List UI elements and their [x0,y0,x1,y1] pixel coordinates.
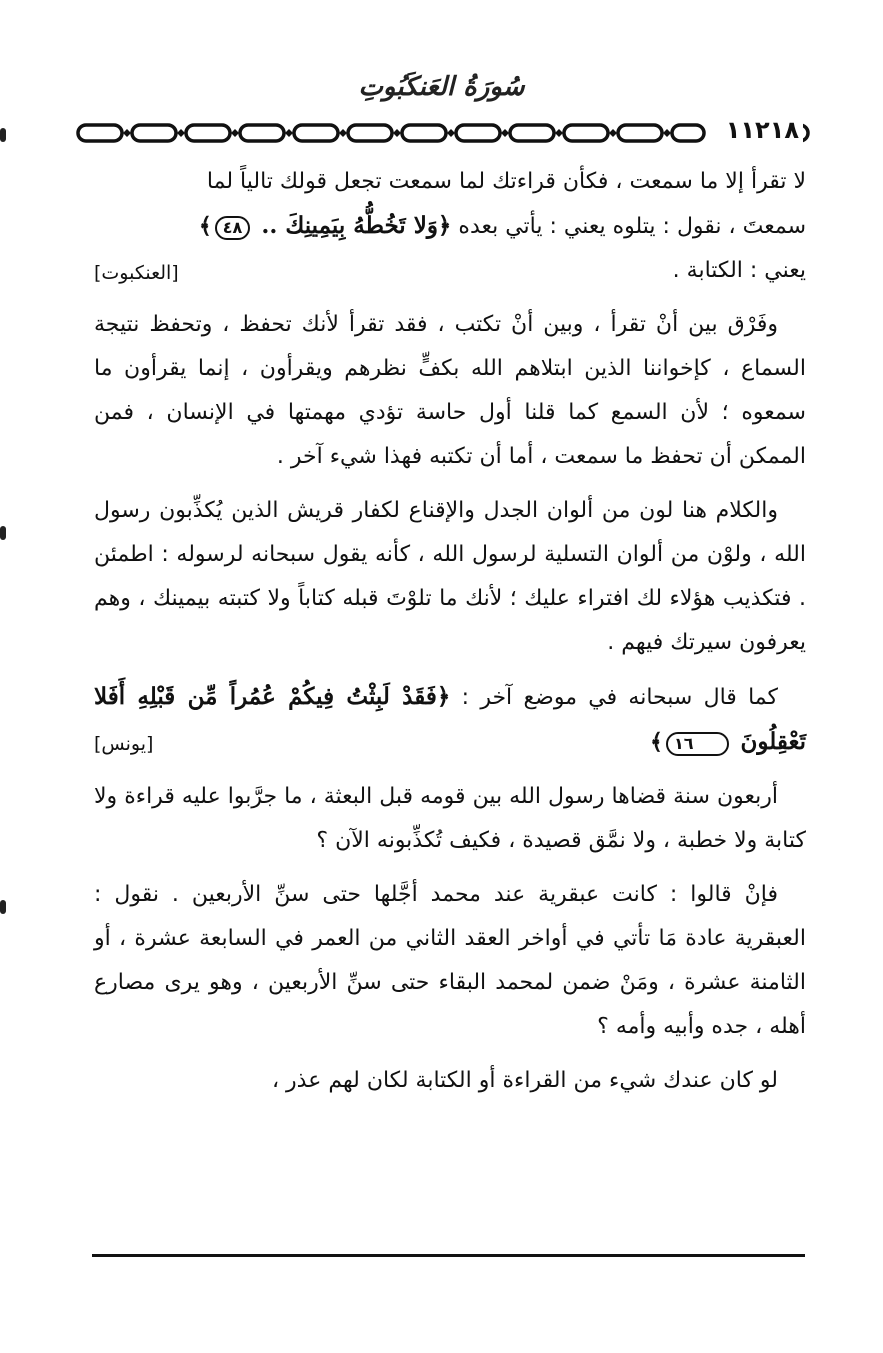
text-line: لا تقرأ إلا ما سمعت ، فكأن قراءتك لما سمعت تجعل قولك تالياً لما [206,169,806,194]
ayah-number: ٤٨ [215,216,251,240]
ornament-border [76,120,812,146]
quran-bracket: ﴾ [198,213,212,239]
footer-divider [92,1254,805,1257]
paragraph-1 [94,160,806,293]
text-span: سمعتَ ، نقول : يتلوه يعني : يأتي بعده [451,214,806,239]
page-body [94,160,806,1113]
paragraph-3: والكلام هنا لون من ألوان الجدل والإقناع لكفار قريش الذين يُكذِّبون رسول الله ، ولوْن من ألوان التسلية لرسول الله ، كأنه يقول سبحانه لرسوله : اطمئن . فتكذيب هؤلاء لك افتراء عليك ؛ لأنك ما تلوْتَ قبله كتاباً ولا كتبته بيمينك ، وهم يعرفون سيرتك فيهم . [94,498,806,655]
margin-mark [0,900,6,914]
surah-reference: [العنكبوت] [94,262,179,284]
text-span: يعني : الكتابة . [672,258,806,283]
text-span: كما قال سبحانه في موضع آخر : [450,685,778,710]
surah-title: سُورَةُ العَنكَبُوتِ [358,72,525,102]
paragraph-6: فإنْ قالوا : كانت عبقرية عند محمد أجَّلها حتى سنِّ الأربعين . نقول : العبقرية عادة مَا تأتي في أواخر العقد الثاني من العمر في السابعة عشرة ، أو الثامنة عشرة ، ومَنْ ضمن لمحمد البقاء حتى سنِّ الأربعين ، وهو يرى مصارع أهله ، جده وأبيه وأمه ؟ [94,882,806,1039]
ayah-number: ١٦ [666,732,730,756]
text-line [94,249,806,293]
ornament-chain-icon [76,120,812,146]
text-line [94,204,806,249]
paragraph-7: لو كان عندك شيء من القراءة أو الكتابة لكان لهم عذر ، [271,1068,778,1093]
margin-mark [0,526,6,540]
quran-verse: ﴿وَلا تَخُطُّهُ بِيَمِينِكَ .. [253,212,452,239]
margin-mark [0,128,6,142]
surah-reference: [يونس] [94,733,154,755]
page-number: ١١٢١٨ [722,116,803,144]
paragraph-5: أربعون سنة قضاها رسول الله بين قومه قبل البعثة ، ما جرَّبوا عليه قراءة ولا كتابة ولا خطبة ، ولا نمَّق قصيدة ، فكيف تُكذِّبونه الآن ؟ [94,784,806,853]
paragraph-4 [94,675,806,765]
quran-bracket: ﴾ [650,729,663,755]
quran-verse: ﴿فَقَدْ لَبِثْتُ فِيكُمْ عُمُراً مِّن قَبْلِهِ أَفَلا تَعْقِلُونَ [94,683,806,755]
paragraph-2: وفَرْق بين أنْ تقرأ ، وبين أنْ تكتب ، فقد تقرأ لأنك تحفظ ، وتحفظ نتيجة السماع ، كإخواننا الذين ابتلاهم الله بكفٍّ نظرهم ويقرأون ، إنما يقرأون ما سمعوه ؛ لأن السمع كما قلنا أول حاسة تؤدي مهمتها في الإنسان ، فمن الممكن أن تحفظ ما سمعت ، أما أن تكتبه فهذا شيء آخر . [94,312,806,469]
